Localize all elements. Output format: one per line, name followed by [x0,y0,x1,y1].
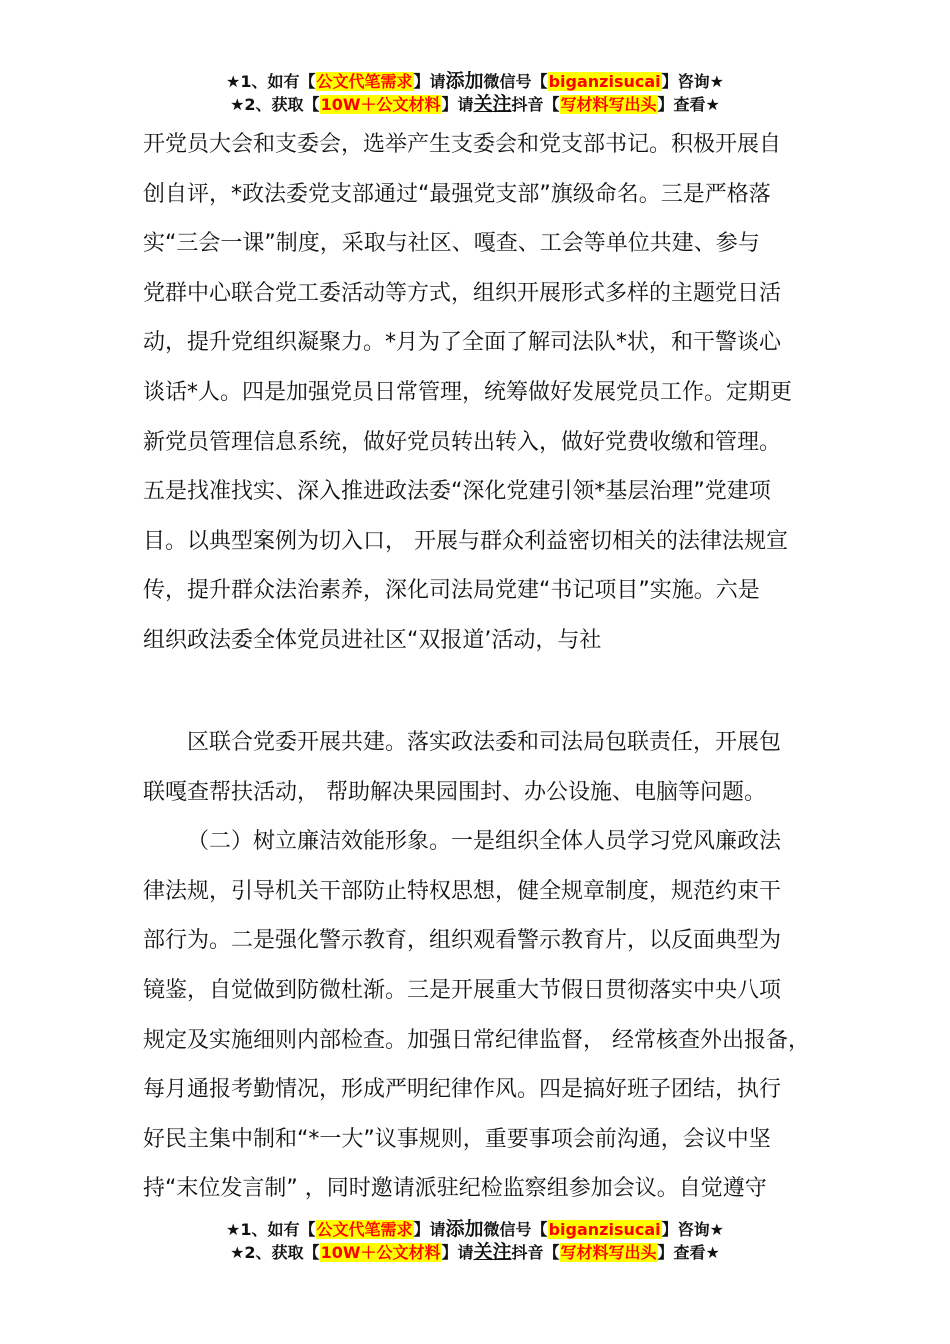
banner-highlight: 10W＋公文材料 [320,1243,441,1262]
banner-line-2 [0,93,950,116]
document-body-part-1 [143,120,833,666]
body-line: 传，提升群众法治素养，深化司法局党建“书记项目”实施。六是 [143,578,760,604]
body-line: 目。以典型案例为切入口， 开展与群众利益密切相关的法律法规宣 [143,528,788,554]
banner-highlight: 10W＋公文材料 [320,95,441,114]
body-line: 党群中心联合党工委活动等方式，组织开展形式多样的主题党日活 [143,280,782,306]
body-line: 区联合党委开展共建。落实政法委和司法局包联责任，开展包 [187,730,782,755]
body-line: 五是找准找实、深入推进政法委“深化党建引领*基层治理”党建项 [143,479,771,505]
body-line: 部行为。二是强化警示教育，组织观看警示教育片，以反面典型为 [143,928,782,954]
banner-text: 】咨询★ [661,1220,724,1239]
banner-highlight: 公文代笔需求 [316,1220,413,1239]
banner-text: ★2、获取【 [230,1243,320,1262]
body-line: 谈话*人。四是加强党员日常管理，统筹做好发展党员工作。定期更 [143,379,793,405]
banner-emphasis: 关注 [473,93,512,115]
body-line: 组织政法委全体党员进社区“双报道’活动，与社 [143,627,602,653]
banner-text: 微信号【 [483,72,548,91]
body-line: 镜鉴，自觉做到防微杜渐。三是开展重大节假日贯彻落实中央八项 [143,977,782,1003]
banner-emphasis: 关注 [473,1241,512,1263]
banner-text: 抖音【 [511,95,560,114]
banner-text: 】请 [441,1243,474,1262]
document-body-part-2 [143,718,833,1214]
banner-emphasis: 添加 [445,70,484,92]
banner-highlight: biganzisucai [548,1220,661,1239]
banner-text: 】查看★ [657,95,720,114]
banner-text: 】查看★ [657,1243,720,1262]
body-line: 律法规，引导机关干部防止特权思想，健全规章制度，规范约束干 [143,878,782,904]
banner-highlight: 公文代笔需求 [316,72,413,91]
body-line: 持“末位发言制” ，同时邀请派驻纪检监察组参加会议。自觉遵守 [143,1176,767,1202]
body-line: 实“三会一课”制度，采取与社区、嘎查、工会等单位共建、参与 [143,231,760,257]
banner-text: 】请 [413,1220,446,1239]
banner-text: 】请 [413,72,446,91]
body-line: 规定及实施细则内部检查。加强日常纪律监督， 经常核查外出报备， [143,1027,810,1053]
header-banner [0,70,950,116]
body-line: 新党员管理信息系统，做好党员转出转入，做好党费收缴和管理。 [143,429,782,455]
banner-text: 微信号【 [483,1220,548,1239]
body-line: 好民主集中制和“*一大”议事规则，重要事项会前沟通，会议中坚 [143,1126,771,1152]
banner-line-2 [0,1241,950,1264]
banner-text: ★1、如有【 [226,1220,316,1239]
footer-banner [0,1218,950,1264]
banner-line-1 [0,1218,950,1241]
body-line: （二）树立廉洁效能形象。一是组织全体人员学习党风廉政法 [187,829,782,855]
banner-text: 】请 [441,95,474,114]
body-line: 联嘎查帮扶活动， 帮助解决果园围封、办公设施、电脑等问题。 [143,779,766,805]
body-line: 动，提升党组织凝聚力。*月为了全面了解司法队*状，和干警谈心 [143,330,782,356]
body-line: 创自评，*政法委党支部通过“最强党支部”旗级命名。三是严格落 [143,181,771,207]
body-line: 开党员大会和支委会，选举产生支委会和党支部书记。积极开展自 [143,132,782,157]
banner-text: 】咨询★ [661,72,724,91]
banner-emphasis: 添加 [445,1218,484,1240]
banner-highlight: 写材料写出头 [560,1243,657,1262]
banner-highlight: biganzisucai [548,72,661,91]
banner-line-1 [0,70,950,93]
banner-text: ★2、获取【 [230,95,320,114]
banner-text: ★1、如有【 [226,72,316,91]
banner-text: 抖音【 [511,1243,560,1262]
banner-highlight: 写材料写出头 [560,95,657,114]
body-line: 每月通报考勤情况，形成严明纪律作风。四是搞好班子团结，执行 [143,1077,782,1103]
